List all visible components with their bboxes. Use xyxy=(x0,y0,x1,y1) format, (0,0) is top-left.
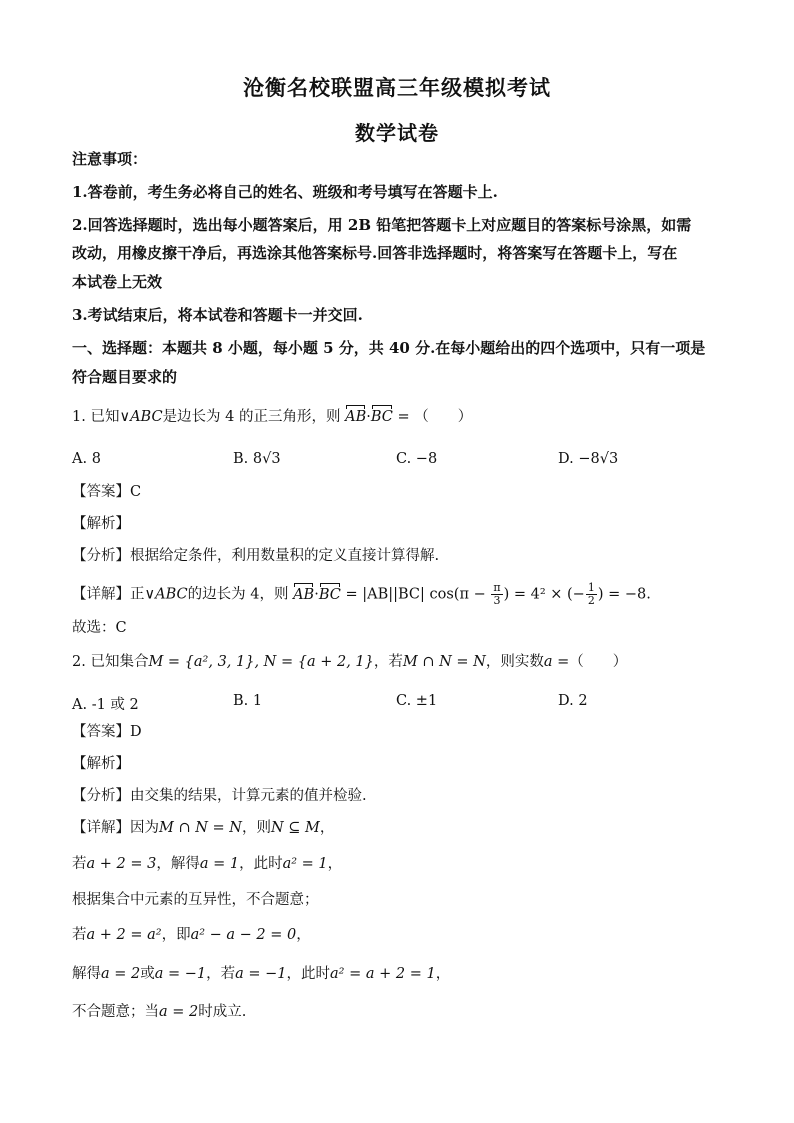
q2-option-a: A. -1 或 2 xyxy=(72,697,139,713)
q2-detail-line-2: 若a + 2 = 3，解得a = 1，此时a² = 1， xyxy=(72,856,343,872)
q2-detail-line-4: 若a + 2 = a²，即a² − a − 2 = 0， xyxy=(72,927,311,943)
question-1-stem xyxy=(72,410,722,425)
q1-fenxi: 【分析】根据给定条件，利用数量积的定义直接计算得解. xyxy=(72,548,440,564)
q1-dot: · xyxy=(366,409,371,425)
q1-vector-ab: AB xyxy=(345,409,367,425)
q1-end: = （ ） xyxy=(397,409,473,425)
section-heading-line-1: 一、选择题：本题共 8 小题，每小题 5 分，共 40 分.在每小题给出的四个选项中，只有一项是 xyxy=(72,339,706,357)
q1-triangle: ∨ABC xyxy=(119,409,163,425)
question-2-stem: 2. 已知集合M = {a², 3, 1}, N = {a + 2, 1}，若M ∩ N = N，则实数a =（ ） xyxy=(72,654,628,670)
frac-one-half: $\frac{1}{2}$ xyxy=(587,581,595,608)
exam-title: 沧衡名校联盟高三年级模拟考试 xyxy=(243,75,551,100)
q1-option-c: C. −8 xyxy=(396,451,438,467)
note-item-2-line-1: 2.回答选择题时，选出每小题答案后，用 2B 铅笔把答题卡上对应题目的答案标号涂黑，如需 xyxy=(72,216,692,234)
notes-heading: 注意事项： xyxy=(72,150,148,168)
q2-answer: 【答案】D xyxy=(72,724,142,740)
q2-detail-line-5: 解得a = 2或a = −1，若a = −1，此时a² = a + 2 = 1， xyxy=(72,966,451,982)
q1-detail: 【详解】正∨ABC的边长为 4，则 AB·BC = |AB||BC| cos(π − $\frac{\pi}{3}$ ) = 4² × (− $\frac{1}{2}$ ) = −8. xyxy=(72,581,651,608)
q1-answer: 【答案】C xyxy=(72,484,142,500)
q2-option-c: C. ±1 xyxy=(396,693,438,709)
note-item-3: 3.考试结束后，将本试卷和答题卡一并交回. xyxy=(72,306,363,324)
q1-mid: 是边长为 4 的正三角形，则 xyxy=(162,409,341,425)
q1-prefix: 1. 已知 xyxy=(72,409,120,425)
note-item-2-line-2: 改动，用橡皮擦干净后，再选涂其他答案标号.回答非选择题时，将答案写在答题卡上，写在 xyxy=(72,244,678,262)
q1-vector-bc: BC xyxy=(370,409,393,425)
q2-detail-line-3: 根据集合中元素的互异性，不合题意； xyxy=(72,892,319,908)
q1-option-d: D. −8√3 xyxy=(558,451,619,467)
q2-fenxi: 【分析】由交集的结果，计算元素的值并检验. xyxy=(72,788,367,804)
section-heading-line-2: 符合题目要求的 xyxy=(72,368,178,386)
q1-conclusion: 故选：C xyxy=(72,620,127,636)
q2-option-b: B. 1 xyxy=(233,693,263,709)
q1-option-a: A. 8 xyxy=(72,451,101,467)
note-item-1: 1.答卷前，考生务必将自己的姓名、班级和考号填写在答题卡上. xyxy=(72,183,498,201)
q2-detail-line-1: 【详解】因为M ∩ N = N，则N ⊆ M， xyxy=(72,820,335,836)
q2-detail-line-6: 不合题意；当a = 2时成立. xyxy=(72,1004,247,1020)
q2-analysis-tag: 【解析】 xyxy=(72,756,130,772)
q1-analysis-tag: 【解析】 xyxy=(72,516,130,532)
note-item-2-line-3: 本试卷上无效 xyxy=(72,273,163,291)
q2-option-d: D. 2 xyxy=(558,693,588,709)
exam-subtitle: 数学试卷 xyxy=(355,121,439,145)
frac-pi-over-3: $\frac{\pi}{3}$ xyxy=(493,581,501,608)
q1-option-b: B. 8√3 xyxy=(233,451,281,467)
